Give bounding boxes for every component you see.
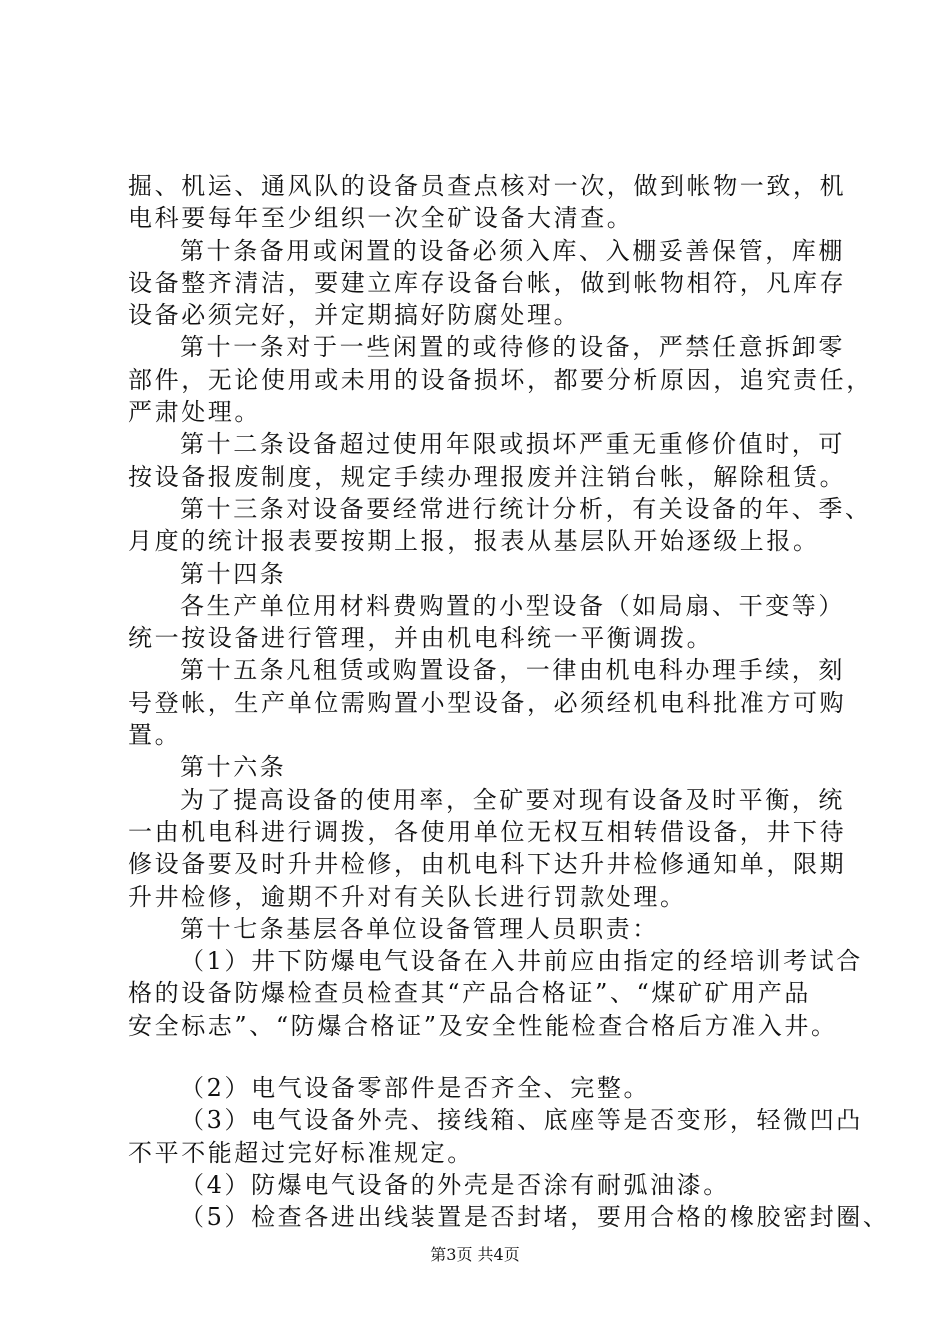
text-line: 格的设备防爆检查员检查其“产品合格证”、“煤矿矿用产品 [128, 979, 812, 1008]
text-line: 不平不能超过完好标准规定。 [128, 1138, 474, 1167]
text-line: 第十六条 [180, 753, 287, 782]
document-body [128, 170, 890, 1234]
text-line: 第十四条 [180, 559, 287, 588]
text-line: 第十三条对设备要经常进行统计分析，有关设备的年、季、 [180, 494, 872, 523]
text-line: 各生产单位用材料费购置的小型设备（如局扇、干变等） [180, 591, 845, 620]
text-line: 统一按设备进行管理，并由机电科统一平衡调拨。 [128, 624, 714, 653]
text-line: 第十七条基层各单位设备管理人员职责： [180, 914, 659, 943]
text-line: （5）检查各进出线装置是否封堵，要用合格的橡胶密封圈、 [180, 1203, 890, 1232]
text-line: 严肃处理。 [128, 398, 261, 427]
text-line: 掘、机运、通风队的设备员查点核对一次，做到帐物一致，机 [128, 172, 847, 200]
text-line: 第十二条设备超过使用年限或损坏严重无重修价值时，可 [180, 430, 845, 459]
text-line: 一由机电科进行调拨，各使用单位无权互相转借设备，井下待 [128, 817, 847, 846]
text-line: 电科要每年至少组织一次全矿设备大清查。 [128, 204, 634, 233]
text-line: 按设备报废制度，规定手续办理报废并注销台帐，解除租赁。 [128, 462, 847, 491]
text-line: 设备整齐清洁，要建立库存设备台帐，做到帐物相符，凡库存 [128, 268, 847, 297]
text-line: （2）电气设备零部件是否齐全、完整。 [180, 1074, 651, 1103]
text-line: 置。 [128, 721, 182, 750]
text-line: 第十一条对于一些闲置的或待修的设备，严禁任意拆卸零 [180, 333, 845, 362]
text-line: 升井检修，逾期不升对有关队长进行罚款处理。 [128, 882, 687, 911]
text-line: 月度的统计报表要按期上报，报表从基层队开始逐级上报。 [128, 527, 820, 556]
text-line: 第十条备用或闲置的设备必须入库、入棚妥善保管，库棚 [180, 236, 845, 265]
text-line: （4）防爆电气设备的外壳是否涂有耐弧油漆。 [180, 1170, 730, 1199]
text-line: 为了提高设备的使用率，全矿要对现有设备及时平衡，统 [180, 785, 845, 814]
page-footer: 第3页 共4页 [430, 1245, 520, 1264]
text-line: 第十五条凡租赁或购置设备，一律由机电科办理手续，刻 [180, 656, 845, 685]
paragraph-gap [128, 1042, 828, 1072]
text-line: 号登帐，生产单位需购置小型设备，必须经机电科批准方可购 [128, 688, 847, 717]
text-line: 部件，无论使用或未用的设备损坏，都要分析原因，追究责任， [128, 365, 873, 394]
text-line: 修设备要及时升井检修，由机电科下达升井检修通知单，限期 [128, 850, 847, 879]
text-line: 设备必须完好，并定期搞好防腐处理。 [128, 301, 581, 330]
text-line: （3）电气设备外壳、接线箱、底座等是否变形，轻微凹凸 [180, 1106, 863, 1135]
text-line: 安全标志”、“防爆合格证”及安全性能检查合格后方准入井。 [128, 1011, 838, 1040]
text-line: （1）井下防爆电气设备在入井前应由指定的经培训考试合 [180, 947, 863, 976]
